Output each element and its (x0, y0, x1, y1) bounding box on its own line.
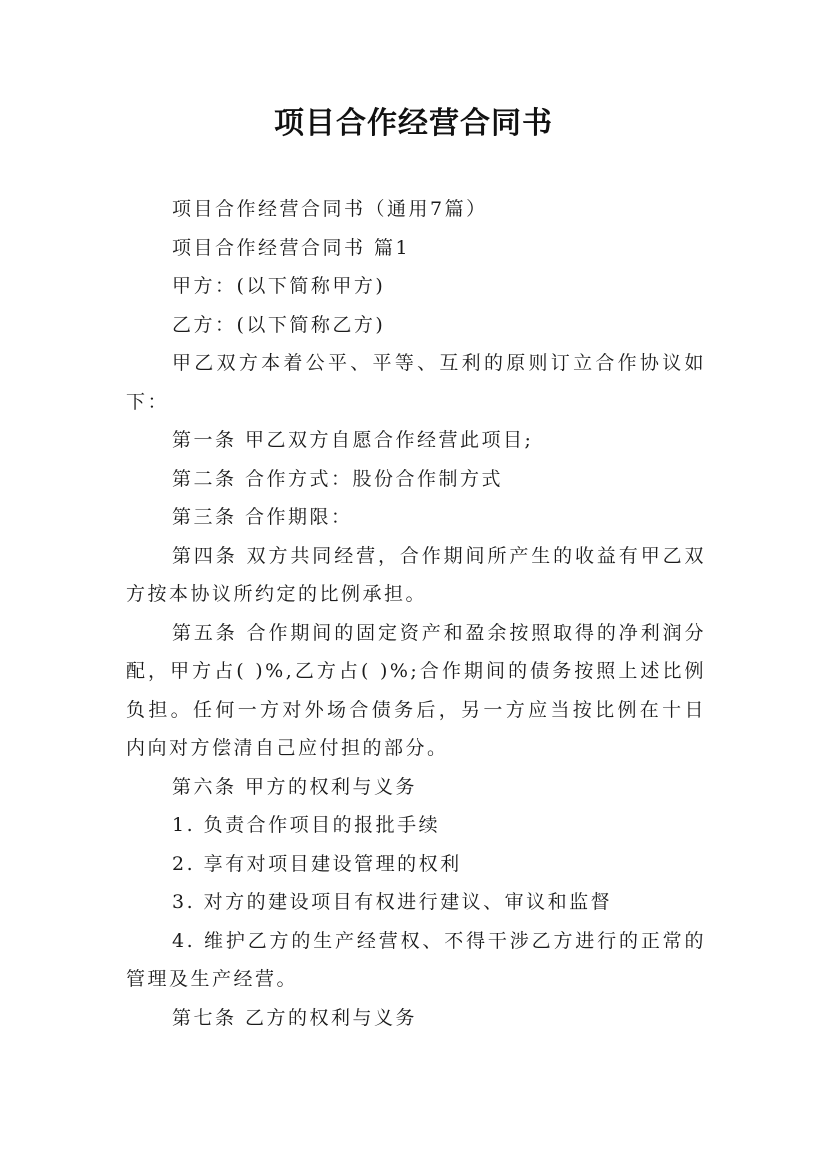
paragraph-clause-6: 第六条 甲方的权利与义务 (172, 775, 418, 798)
paragraph-clause-2: 第二条 合作方式：股份合作制方式 (172, 467, 504, 490)
paragraph-article-title: 项目合作经营合同书 篇1 (172, 236, 411, 259)
paragraph-item-2: 2. 享有对项目建设管理的权利 (172, 852, 462, 875)
paragraph-heading: 项目合作经营合同书（通用7篇） (172, 198, 488, 220)
document-title: 项目合作经营合同书 (274, 106, 553, 141)
paragraph-clause-7: 第七条 乙方的权利与义务 (172, 1006, 418, 1029)
paragraph-clause-1: 第一条 甲乙双方自愿合作经营此项目; (172, 429, 534, 451)
document-body (126, 190, 706, 1037)
paragraph-party-b: 乙方：(以下简称乙方) (172, 313, 386, 336)
paragraph-item-1: 1. 负责合作项目的报批手续 (172, 814, 441, 836)
paragraph-clause-3: 第三条 合作期限： (172, 506, 353, 528)
paragraph-clause-4: 第四条 双方共同经营，合作期间所产生的收益有甲乙双方按本协议所约定的比例承担。 (126, 544, 706, 605)
paragraph-item-4: 4. 维护乙方的生产经营权、不得干涉乙方进行的正常的管理及生产经营。 (126, 929, 706, 990)
paragraph-item-3: 3. 对方的建设项目有权进行建议、审议和监督 (172, 891, 613, 913)
paragraph-intro: 甲乙双方本着公平、平等、互利的原则订立合作协议如下： (126, 352, 706, 413)
paragraph-clause-5: 第五条 合作期间的固定资产和盈余按照取得的净利润分配，甲方占( )%,乙方占( )%;合作期间的债务按照上述比例负担。任何一方对外场合债务后，另一方应当按比例在十日内向对方偿清自己应付担的部分。 (126, 621, 706, 759)
paragraph-party-a: 甲方：(以下简称甲方) (172, 275, 386, 297)
